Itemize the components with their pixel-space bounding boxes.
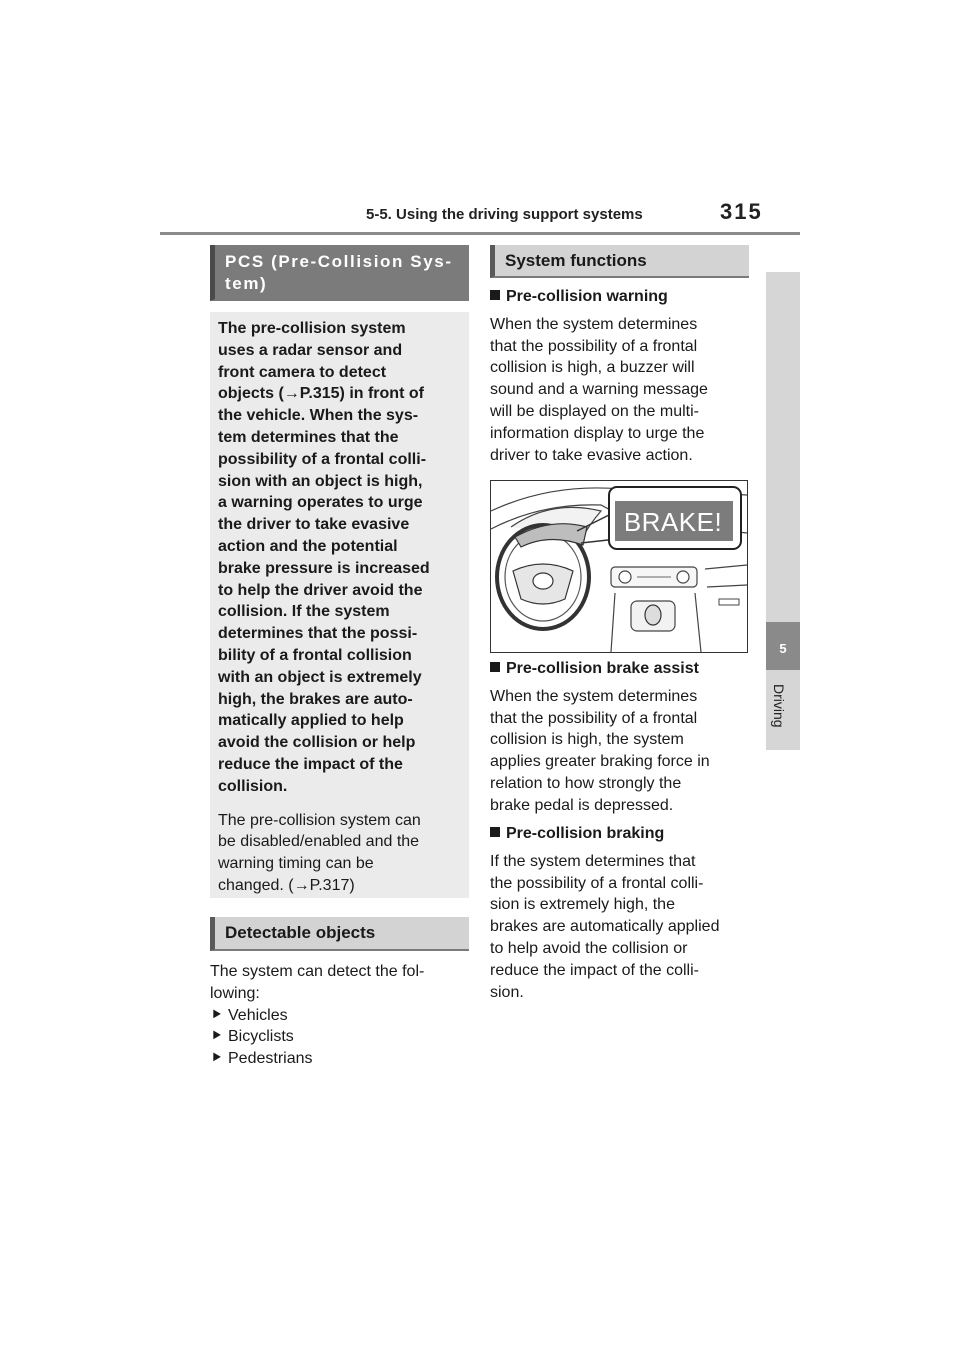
intro-line: matically applied to help (218, 712, 404, 730)
chapter-label: Driving (771, 684, 787, 728)
intro-line: tem determines that the (218, 428, 399, 446)
intro-line: with an object is extremely (218, 668, 422, 686)
body-line: to help avoid the collision or (490, 939, 688, 957)
intro-line: collision. (218, 777, 288, 795)
list-item (210, 1026, 472, 1048)
page-number: 315 (720, 199, 763, 224)
body-line: collision is high, the system (490, 731, 684, 749)
body-line: sion. (490, 983, 524, 1001)
note-line: changed. (→P.317) (218, 876, 355, 894)
intro-line: possibility of a frontal colli- (218, 450, 427, 468)
braking-title (490, 823, 752, 845)
brake-warning-message: BRAKE! (623, 507, 723, 537)
body-line: that the possibility of a frontal (490, 709, 698, 727)
intro-line: the vehicle. When the sys- (218, 407, 419, 425)
intro-line: The pre-collision system (218, 320, 406, 337)
body-line: applies greater braking force in (490, 753, 710, 771)
bullet-arrow-icon: ⯈ (210, 1028, 223, 1046)
note-line: warning timing can be (218, 855, 374, 873)
body-line: will be displayed on the multi- (490, 402, 699, 420)
braking-title-text: Pre-collision braking (506, 825, 665, 842)
header-rule (160, 232, 800, 235)
braking-section (490, 823, 752, 1003)
brake-assist-title (490, 658, 752, 680)
system-functions-heading: System functions (490, 245, 749, 278)
dashboard-illustration (490, 480, 748, 653)
chapter-number: 5 (779, 641, 787, 656)
pcs-heading-line-2: tem) (225, 274, 268, 293)
bullet-arrow-icon: ⯈ (210, 1006, 223, 1024)
brake-assist-section (490, 658, 752, 817)
intro-line: bility of a frontal collision (218, 646, 412, 664)
body-line: sound and a warning message (490, 381, 708, 399)
square-bullet-icon (490, 827, 500, 837)
detectable-objects-body (210, 961, 472, 1070)
pcs-section-heading (210, 245, 469, 301)
square-bullet-icon (490, 662, 500, 672)
detectable-objects-heading: Detectable objects (210, 917, 469, 951)
chapter-tab (766, 272, 800, 750)
intro-line: avoid the collision or help (218, 734, 416, 752)
square-bullet-icon (490, 290, 500, 300)
list-item (210, 1005, 472, 1027)
body-line: brakes are automatically applied (490, 918, 720, 936)
list-item-label: Pedestrians (228, 1050, 313, 1068)
list-item-label: Vehicles (228, 1006, 288, 1024)
body-line: information display to urge the (490, 424, 705, 442)
braking-body (490, 851, 752, 1004)
intro-line: front camera to detect (218, 363, 387, 381)
body-line: sion is extremely high, the (490, 896, 675, 914)
warning-body (490, 314, 752, 467)
body-line: collision is high, a buzzer will (490, 359, 695, 377)
body-line: When the system determines (490, 315, 698, 333)
warning-title (490, 286, 752, 308)
pcs-heading-line-1: PCS (Pre-Collision Sys- (225, 252, 453, 271)
running-header-section: 5-5. Using the driving support systems (366, 206, 643, 223)
intro-line: action and the potential (218, 537, 398, 555)
intro-line: determines that the possi- (218, 625, 418, 643)
list-item (210, 1048, 472, 1070)
warning-section (490, 286, 752, 466)
intro-line: high, the brakes are auto- (218, 690, 413, 708)
brake-assist-body (490, 686, 752, 817)
body-line: reduce the impact of the colli- (490, 961, 699, 979)
intro-line: sion with an object is high, (218, 472, 423, 490)
note-line: The pre-collision system can (218, 811, 421, 829)
intro-line: the driver to take evasive (218, 516, 410, 534)
intro-line: objects (→P.315) in front of (218, 385, 424, 403)
body-line: relation to how strongly the (490, 774, 682, 792)
intro-line: collision. If the system (218, 603, 390, 621)
intro-line: a warning operates to urge (218, 494, 423, 512)
intro-line: to help the driver avoid the (218, 581, 423, 599)
intro-bold-text (218, 318, 461, 798)
bullet-arrow-icon: ⯈ (210, 1050, 223, 1068)
body-line: When the system determines (490, 687, 698, 705)
detectable-intro-line: lowing: (210, 984, 260, 1002)
body-line: If the system determines that (490, 852, 696, 870)
body-line: driver to take evasive action. (490, 446, 693, 464)
detectable-intro-line: The system can detect the fol- (210, 963, 425, 980)
intro-line: uses a radar sensor and (218, 341, 403, 359)
intro-box (210, 312, 469, 898)
intro-line: brake pressure is increased (218, 559, 430, 577)
note-line: be disabled/enabled and the (218, 833, 420, 851)
brake-assist-title-text: Pre-collision brake assist (506, 660, 699, 677)
list-item-label: Bicyclists (228, 1028, 294, 1046)
body-line: that the possibility of a frontal (490, 337, 698, 355)
intro-line: reduce the impact of the (218, 755, 403, 773)
body-line: brake pedal is depressed. (490, 796, 674, 814)
body-line: the possibility of a frontal colli- (490, 874, 704, 892)
intro-note-text (218, 810, 461, 897)
warning-title-text: Pre-collision warning (506, 288, 668, 305)
